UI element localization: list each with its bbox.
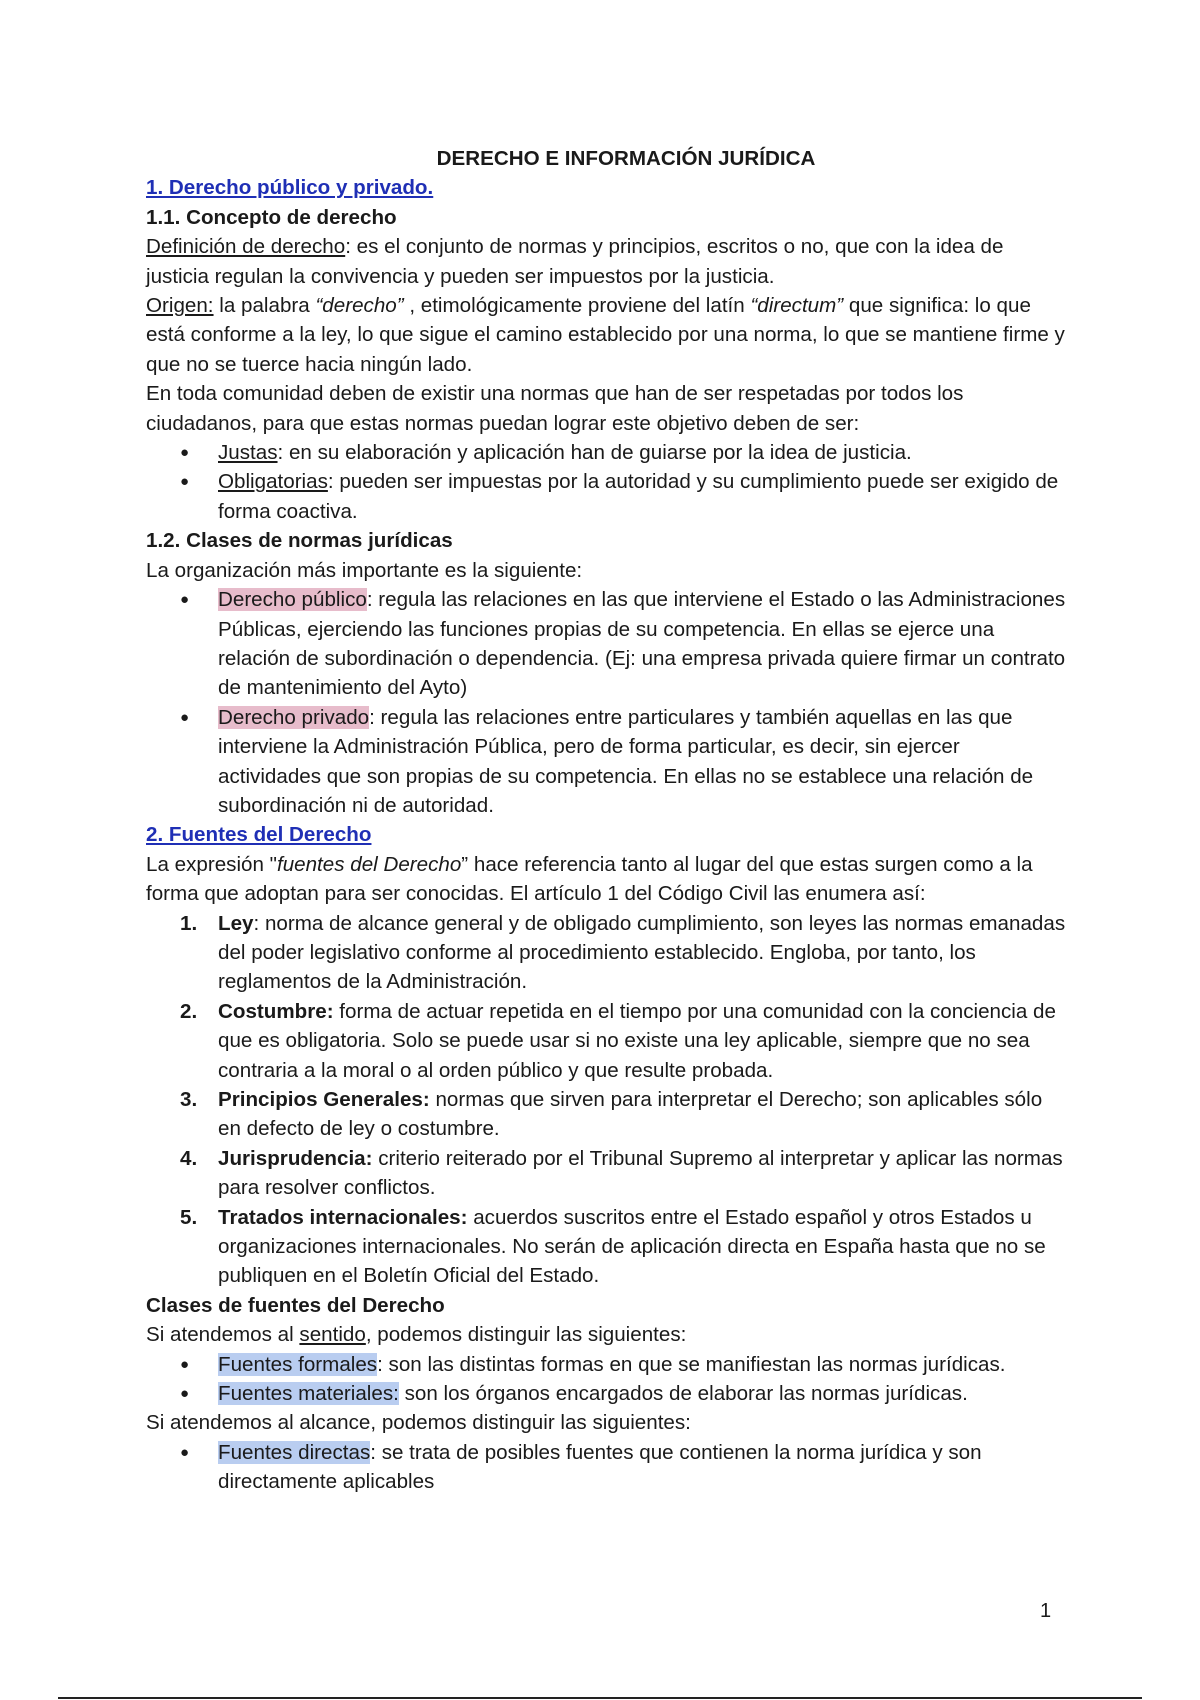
item-number: 5. [180,1205,198,1229]
list-item [146,1350,1066,1379]
intro-text-a: La expresión " [146,852,277,876]
list-item [146,1085,1066,1144]
list-item [146,909,1066,997]
bullet-label: Justas [218,441,278,465]
norm-qualities-list [146,438,1066,526]
definition-label: Definición de derecho [146,235,346,259]
sense-paragraph [146,1320,1066,1349]
bullet-text: : son las distintas formas en que se manifiestan las normas jurídicas. [377,1352,1006,1376]
subsection-1-1-heading: 1.1. Concepto de derecho [146,205,397,229]
item-number: 4. [180,1146,198,1170]
intro-term: fuentes del Derecho [276,852,462,876]
sense-text-b: , podemos distinguir las siguientes: [365,1323,687,1347]
list-item [146,585,1066,703]
bullet-text: : pueden ser impuestas por la autoridad y su cumplimiento puede ser exigido de forma coactiva. [218,470,1059,523]
section-2-heading: 2. Fuentes del Derecho [146,823,372,847]
scope-list [146,1438,1066,1497]
subsection-1-2-intro: La organización más importante es la siguiente: [146,558,583,582]
footer-divider [58,1697,1142,1699]
origin-text-b: , etimológicamente proviene del latín [403,294,751,318]
highlighted-term: Fuentes materiales: [218,1382,399,1406]
community-paragraph: En toda comunidad deben de existir una normas que han de ser respetadas por todos los ciudadanos, para que estas normas puedan lograr este objetivo deben de ser: [146,382,964,435]
highlighted-term: Derecho privado [218,705,370,729]
definition-paragraph [146,232,1066,291]
item-number: 2. [180,999,198,1023]
item-number: 3. [180,1088,198,1111]
list-item [146,1438,1066,1497]
origin-text-a: la palabra [213,294,316,318]
item-text: : norma de alcance general y de obligado cumplimiento, son leyes las normas emanadas del poder legislativo conforme al procedimiento establecido. Engloba, por tanto, los reglamentos de la Administración. [218,911,1066,994]
list-item [146,703,1066,821]
document-page [146,144,1066,1497]
sources-intro-paragraph [146,850,1066,909]
page-number: 1 [1040,1600,1052,1622]
sense-term: sentido [299,1323,366,1347]
list-item [146,467,1066,526]
item-text: forma de actuar repetida en el tiempo por una comunidad con la conciencia de que es obligatoria. Solo se puede usar si no existe una ley aplicable, siempre que no sea contraria a la moral o al orden público y que resulte probada. [218,999,1056,1082]
origin-label: Origen: [146,294,214,318]
bullet-text: : se trata de posibles fuentes que contienen la norma jurídica y son directamente aplicables [218,1440,982,1494]
subsection-1-2-heading: 1.2. Clases de normas jurídicas [146,529,453,553]
item-label: Tratados internacionales: [218,1205,468,1229]
list-item [146,1379,1066,1408]
list-item [146,1203,1066,1291]
highlighted-term: Fuentes directas [218,1440,371,1464]
section-1-heading: 1. Derecho público y privado. [146,176,434,200]
highlighted-term: Fuentes formales [218,1352,378,1376]
item-text: criterio reiterado por el Tribunal Supremo al interpretar y aplicar las normas para resolver conflictos. [218,1146,1063,1200]
sense-list [146,1350,1066,1409]
origin-paragraph [146,291,1066,379]
item-label: Jurisprudencia: [218,1146,373,1170]
bullet-text: son los órganos encargados de elaborar las normas jurídicas. [398,1382,968,1406]
sources-list [146,909,1066,1291]
sense-text-a: Si atendemos al [146,1323,300,1347]
list-item [146,1144,1066,1203]
source-classes-heading: Clases de fuentes del Derecho [146,1293,445,1317]
item-text: acuerdos suscritos entre el Estado español y otros Estados u organizaciones internacionales. No serán de aplicación directa en España hasta que no se publiquen en el Boletín Oficial del Estado. [218,1205,1046,1288]
bullet-text: : en su elaboración y aplicación han de guiarse por la idea de justicia. [277,441,912,465]
norm-classes-list [146,585,1066,820]
item-text: normas que sirven para interpretar el Derecho; son aplicables sólo en defecto de ley o costumbre. [218,1088,1043,1141]
bullet-text: : regula las relaciones en las que interviene el Estado o las Administraciones Públicas, ejerciendo las funciones propias de su competencia. En ellas se ejerce una relación de subordinación o dependencia. (Ej: una empresa privada quiere firmar un contrato de mantenimiento del Ayto) [218,588,1066,700]
document-title: DERECHO E INFORMACIÓN JURÍDICA [436,147,816,170]
item-number: 1. [180,911,198,935]
intro-text-b: ” hace referencia tanto al lugar del que estas surgen como a la forma que adoptan para ser conocidas. El artículo 1 del Código Civil las enumera así: [146,852,1033,906]
item-label: Principios Generales: [218,1088,430,1111]
bullet-text: : regula las relaciones entre particulares y también aquellas en las que interviene la Administración Pública, pero de forma particular, es decir, sin ejercer actividades que son propias de su competencia. En ellas no se establece una relación de subordinación ni de autoridad. [218,705,1034,817]
origin-term-derecho: “derecho” [315,294,404,318]
item-label: Ley [218,911,254,935]
item-label: Costumbre: [218,999,334,1023]
origin-term-directum: “directum” [750,294,844,318]
highlighted-term: Derecho público [218,588,367,612]
scope-paragraph: Si atendemos al alcance, podemos distinguir las siguientes: [146,1411,691,1435]
origin-text-c: que significa: lo que está conforme a la ley, lo que sigue el camino establecido por una norma, lo que se mantiene firme y que no se tuerce hacia ningún lado. [146,294,1065,376]
list-item [146,438,1066,467]
list-item [146,997,1066,1085]
definition-text: : es el conjunto de normas y principios, escritos o no, que con la idea de justicia regulan la convivencia y pueden ser impuestos por la justicia. [146,235,1004,288]
bullet-label: Obligatorias [218,470,328,494]
